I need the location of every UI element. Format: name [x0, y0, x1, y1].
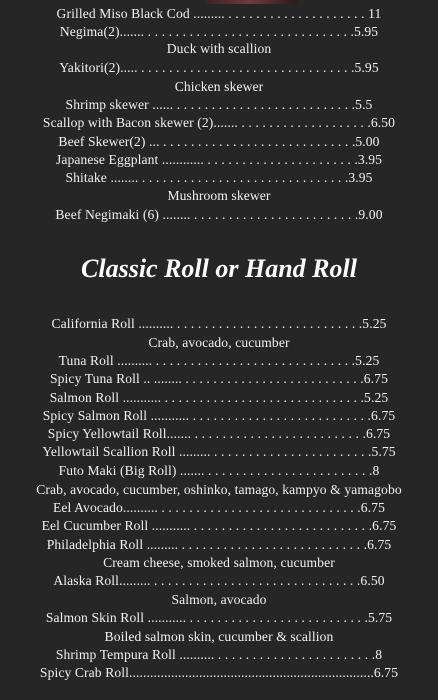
- menu-line: Futo Maki (Big Roll) ....... . . . . . . . . . . . . . . . . . . . . . . . .8: [58, 463, 380, 478]
- menu-line: Crab, avocado, cucumber: [148, 335, 290, 350]
- menu-line: Philadelphia Roll ......... . . . . . . . . . . . . . . . . . . . . . . . . . . .6.75: [46, 537, 392, 552]
- menu-line: Cream cheese, smoked salmon, cucumber: [103, 555, 335, 570]
- menu-line: Shrimp skewer ...... . . . . . . . . . . . . . . . . . . . . . . . . . .5.5: [65, 97, 373, 112]
- menu-line: Spicy Crab Roll......................................................................6.75: [39, 665, 399, 680]
- menu-line: Japanese Eggplant ............ . . . . . . . . . . . . . . . . . . . . . .3.95: [55, 152, 383, 167]
- top-photo-strip: [205, 0, 297, 4]
- menu-line: Spicy Tuna Roll .. ........ . . . . . . . . . . . . . . . . . . . . . . . . . .6.75: [50, 371, 388, 386]
- menu-line: Beef Skewer(2) ... . . . . . . . . . . . . . . . . . . . . . . . . . . . .5.00: [58, 134, 380, 149]
- menu-line: Spicy Salmon Roll ........... . . . . . . . . . . . . . . . . . . . . . . . . . .6.75: [42, 408, 396, 423]
- menu-line: California Roll .......... . . . . . . . . . . . . . . . . . . . . . . . . . . .5.25: [51, 316, 387, 331]
- menu-line: Chicken skewer: [174, 79, 264, 94]
- menu-line: Yakitori(2)..... . . . . . . . . . . . . . . . . . . . . . . . . . . . . . . .5.95: [59, 60, 379, 75]
- menu-line: Yellowtail Scallion Roll ......... . . . . . . . . . . . . . . . . . . . . . . .5.75: [42, 444, 396, 459]
- menu-line: Spicy Yellowtail Roll....... . . . . . . . . . . . . . . . . . . . . . . . . .6.75: [47, 426, 391, 441]
- menu-line: Salmon Roll ........... . . . . . . . . . . . . . . . . . . . . . . . . . . . . .5.25: [49, 390, 389, 405]
- menu-line: Scallop with Bacon skewer (2)....... . . . . . . . . . . . . . . . . . . .6.50: [42, 115, 396, 130]
- menu-line: Salmon Skin Roll ........... . . . . . . . . . . . . . . . . . . . . . . . . . .5.75: [45, 610, 393, 625]
- menu-line: Boiled salmon skin, cucumber & scallion: [104, 629, 334, 644]
- section-title: Classic Roll or Hand Roll: [81, 254, 357, 283]
- menu-line: Eel Cucumber Roll ........... . . . . . . . . . . . . . . . . . . . . . . . . . .6.75: [41, 518, 397, 533]
- menu-line: Crab, avocado, cucumber, oshinko, tamago, kampyo & yamagobo: [36, 482, 402, 497]
- menu-line: Negima(2)....... . . . . . . . . . . . . . . . . . . . . . . . . . . . . . .5.95: [59, 24, 379, 39]
- menu-line: Tuna Roll .......... . . . . . . . . . . . . . . . . . . . . . . . . . . . . .5.25: [58, 353, 380, 368]
- menu-line: Salmon, avocado: [171, 592, 267, 607]
- menu-line: Mushroom skewer: [167, 188, 271, 203]
- menu-line: Eel Avocado.......... . . . . . . . . . . . . . . . . . . . . . . . . . . . . .6.75: [52, 500, 385, 515]
- menu-line: Duck with scallion: [166, 41, 272, 56]
- menu-line: Alaska Roll......... . . . . . . . . . . . . . . . . . . . . . . . . . . . . . .6.50: [53, 573, 385, 588]
- menu-line: Shrimp Tempura Roll .......... . . . . . . . . . . . . . . . . . . . . . . .8: [55, 647, 383, 662]
- menu-line: Grilled Miso Black Cod ......... . . . . . . . . . . . . . . . . . . . . 11: [56, 6, 382, 21]
- menu-line: Shitake ........ . . . . . . . . . . . . . . . . . . . . . . . . . . . . . .3.95: [65, 170, 373, 185]
- menu-line: Beef Negimaki (6) ........ . . . . . . . . . . . . . . . . . . . . . . . .9.00: [55, 207, 383, 222]
